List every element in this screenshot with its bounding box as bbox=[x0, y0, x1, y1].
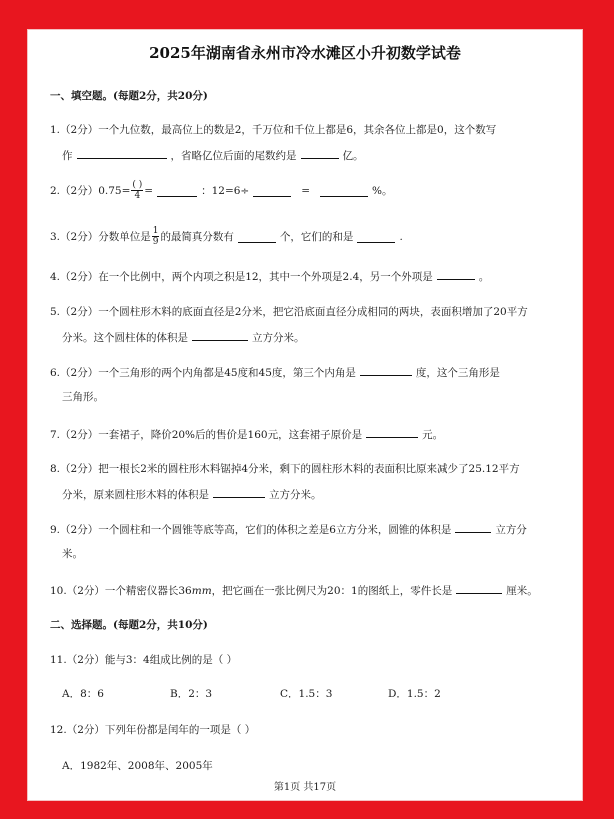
question-6-line1: 6.（2分）一个三角形的两个内角都是45度和45度，第三个内角是 度，这个三角形是 bbox=[50, 364, 500, 380]
question-12: 12.（2分）下列年份都是闰年的一项是（ ） bbox=[50, 724, 256, 736]
answer-blank[interactable] bbox=[366, 426, 418, 438]
answer-blank[interactable] bbox=[253, 185, 291, 197]
question-11-option-c[interactable]: C．1.5：3 bbox=[280, 688, 333, 700]
question-10: 10.（2分）一个精密仪器长36mm，把它画在一张比例尺为20：1的图纸上，零件长是 厘米。 bbox=[50, 582, 538, 598]
answer-blank[interactable] bbox=[437, 268, 475, 280]
answer-blank[interactable] bbox=[192, 329, 248, 341]
answer-blank[interactable] bbox=[301, 147, 339, 159]
question-11-option-a[interactable]: A．8：6 bbox=[62, 688, 104, 700]
fraction: $\frac{( )}{4}$ bbox=[132, 180, 143, 201]
question-5-line2: 分米。这个圆柱体的体积是 立方分米。 bbox=[62, 329, 305, 345]
question-11-option-b[interactable]: B．2：3 bbox=[170, 688, 213, 700]
question-6-line2: 三角形。 bbox=[62, 391, 104, 403]
fraction: $\frac{1}{9}$ bbox=[152, 226, 159, 247]
question-1-line1: 1.（2分）一个九位数，最高位上的数是2，千万位和千位上都是6，其余各位上都是0，这个数写 bbox=[50, 124, 497, 136]
exam-page bbox=[28, 30, 582, 800]
question-11-option-d[interactable]: D．1.5：2 bbox=[388, 688, 441, 700]
answer-blank[interactable] bbox=[357, 231, 395, 243]
section-multiple-choice: 二、选择题。(每题2分，共10分) bbox=[50, 619, 208, 631]
answer-blank[interactable] bbox=[238, 231, 276, 243]
answer-blank[interactable] bbox=[360, 364, 412, 376]
question-8-line2: 分米，原来圆柱形木料的体积是 立方分米。 bbox=[62, 486, 322, 502]
question-11: 11.（2分）能与3：4组成比例的是（ ） bbox=[50, 654, 238, 666]
question-9-line2: 米。 bbox=[62, 548, 83, 560]
page-footer: 第1页 共17页 bbox=[273, 782, 337, 793]
answer-blank[interactable] bbox=[456, 582, 502, 594]
answer-blank[interactable] bbox=[213, 486, 265, 498]
question-3: 3.（2分）分数单位是 $\frac{1}{9}$ 的最简真分数有 个，它们的和是 . bbox=[50, 226, 403, 247]
question-12-option-a[interactable]: A．1982年、2008年、2005年 bbox=[62, 760, 213, 772]
exam-title: 2025年湖南省永州市冷水滩区小升初数学试卷 bbox=[149, 44, 461, 62]
question-5-line1: 5.（2分）一个圆柱形木料的底面直径是2分米，把它沿底面直径分成相同的两块，表面积增加了20平方 bbox=[50, 306, 528, 318]
question-7: 7.（2分）一套裙子，降价20%后的售价是160元，这套裙子原价是 元。 bbox=[50, 426, 443, 442]
question-2: 2.（2分）0.75= $\frac{( )}{4}$ = ：12=6÷ = %。 bbox=[50, 180, 393, 201]
question-8-line1: 8.（2分）把一根长2米的圆柱形木料锯掉4分米，剩下的圆柱形木料的表面积比原来减少了25.12平方 bbox=[50, 463, 520, 475]
question-1-line2: 作 ，省略亿位后面的尾数约是 亿。 bbox=[62, 147, 364, 163]
question-4: 4.（2分）在一个比例中，两个内项之积是12，其中一个外项是2.4，另一个外项是 。 bbox=[50, 268, 489, 284]
question-9-line1: 9.（2分）一个圆柱和一个圆锥等底等高，它们的体积之差是6立方分米，圆锥的体积是 立方分 bbox=[50, 521, 527, 537]
answer-blank[interactable] bbox=[320, 185, 368, 197]
answer-blank[interactable] bbox=[455, 521, 491, 533]
section-fill-blank: 一、填空题。(每题2分，共20分) bbox=[50, 90, 208, 102]
answer-blank[interactable] bbox=[77, 147, 167, 159]
answer-blank[interactable] bbox=[157, 185, 197, 197]
